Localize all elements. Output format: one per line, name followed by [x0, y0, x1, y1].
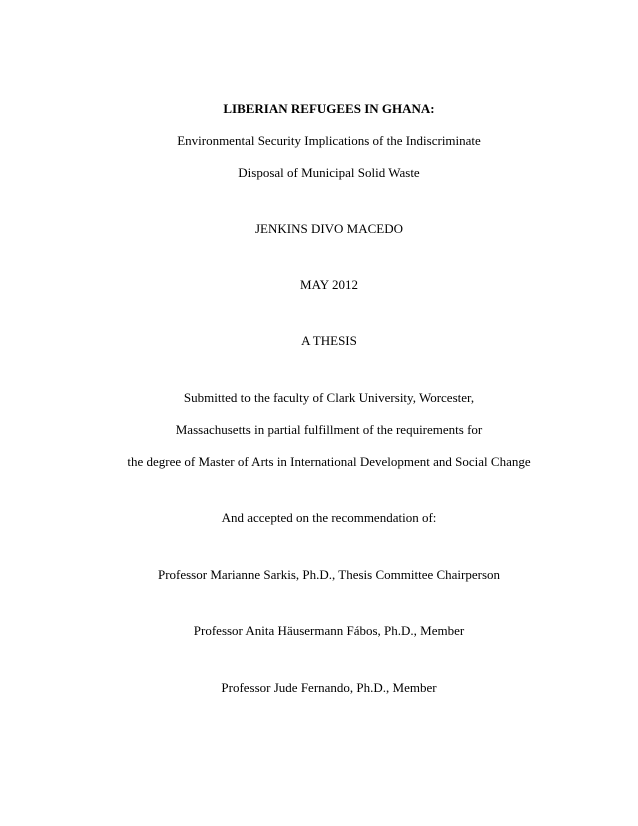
committee-member-3: Professor Jude Fernando, Ph.D., Member — [221, 680, 437, 695]
thesis-subtitle-line-2: Disposal of Municipal Solid Waste — [238, 165, 420, 180]
submission-date: MAY 2012 — [300, 277, 358, 292]
thesis-title: LIBERIAN REFUGEES IN GHANA: — [223, 101, 435, 116]
submission-statement-line-3: the degree of Master of Arts in International Development and Social Change — [127, 454, 531, 469]
document-type: A THESIS — [301, 333, 357, 348]
acceptance-statement: And accepted on the recommendation of: — [221, 510, 437, 525]
committee-member-2: Professor Anita Häusermann Fábos, Ph.D., Member — [193, 623, 465, 638]
thesis-subtitle-line-1: Environmental Security Implications of the Indiscriminate — [177, 133, 481, 148]
committee-member-chair: Professor Marianne Sarkis, Ph.D., Thesis Committee Chairperson — [157, 567, 501, 582]
submission-statement-line-1: Submitted to the faculty of Clark University, Worcester, — [183, 390, 475, 405]
submission-statement-line-2: Massachusetts in partial fulfillment of the requirements for — [175, 422, 483, 437]
author-name: JENKINS DIVO MACEDO — [254, 221, 404, 236]
